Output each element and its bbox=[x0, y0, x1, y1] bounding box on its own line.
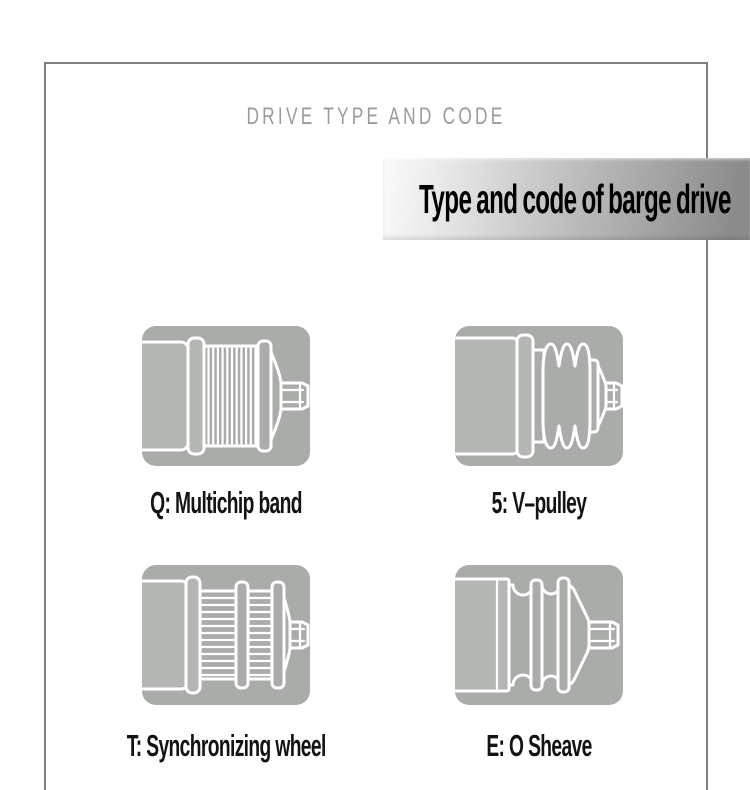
o-sheave-icon bbox=[455, 565, 623, 705]
tile-multichip-band bbox=[142, 326, 310, 466]
synchronizing-wheel-icon bbox=[142, 565, 310, 705]
tile-label-synchronizing-wheel: T: Synchronizing wheel bbox=[126, 728, 326, 763]
multichip-band-icon bbox=[142, 326, 310, 466]
tile-v-pulley bbox=[455, 326, 623, 466]
tile-o-sheave bbox=[455, 565, 623, 705]
heading-banner bbox=[383, 158, 750, 240]
section-title: DRIVE TYPE AND CODE bbox=[246, 103, 506, 130]
banner-title: Type and code of barge drive bbox=[419, 175, 731, 222]
tile-label-v-pulley: 5: V–pulley bbox=[491, 485, 587, 520]
tile-label-o-sheave: E: O Sheave bbox=[486, 728, 592, 763]
tile-label-multichip-band: Q: Multichip band bbox=[150, 485, 302, 520]
tile-synchronizing-wheel bbox=[142, 565, 310, 705]
v-pulley-icon bbox=[455, 326, 623, 466]
